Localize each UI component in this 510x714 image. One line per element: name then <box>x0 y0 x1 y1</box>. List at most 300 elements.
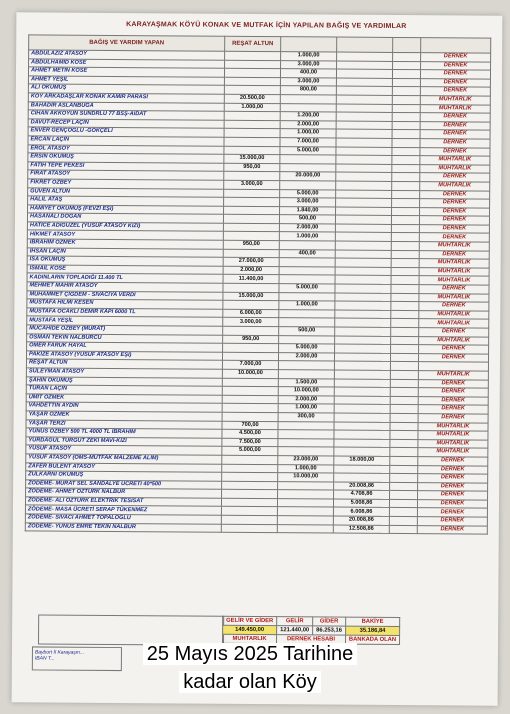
row-amount-b <box>278 438 334 447</box>
row-spacer <box>391 224 419 233</box>
row-amount-c <box>335 250 391 259</box>
row-amount-b: 10.000,00 <box>278 387 334 396</box>
row-tag: MUHTARLIK <box>419 242 489 251</box>
row-name: ZÖDEME- AHMET ÖZTÜRK NALBUR <box>26 488 222 498</box>
row-amount-a: 6.000,00 <box>223 309 279 318</box>
row-tag: DERNEK <box>418 491 488 500</box>
row-amount-b: 1.000,00 <box>281 52 337 61</box>
row-amount-c <box>335 267 391 276</box>
row-amount-a <box>223 215 279 224</box>
row-amount-a: 11.400,00 <box>223 275 279 284</box>
row-name: ERCAN LAÇİN <box>28 136 224 146</box>
row-name: HASANALİ DOĞAN <box>27 213 223 223</box>
row-amount-b: 2.000,00 <box>278 395 334 404</box>
row-amount-c <box>335 233 391 242</box>
row-amount-c <box>334 430 390 439</box>
row-amount-a <box>224 120 280 129</box>
row-spacer <box>390 448 418 457</box>
row-tag: DERNEK <box>418 474 488 483</box>
row-amount-c <box>336 95 392 104</box>
document-title: KARAYAŞMAK KÖYÜ KONAK VE MUTFAK İÇİN YAPILAN BAĞIŞ VE YARDIMLAR <box>126 21 407 31</box>
row-amount-c: 5.008,86 <box>333 499 389 508</box>
summary-header-income: GELİR <box>277 617 313 626</box>
row-spacer <box>392 130 420 139</box>
row-amount-b: 800,00 <box>280 86 336 95</box>
row-amount-b <box>278 370 334 379</box>
row-amount-b: 5.000,00 <box>280 189 336 198</box>
row-amount-c: 12.508,86 <box>333 525 389 534</box>
row-amount-c <box>336 181 392 190</box>
row-amount-a: 950,00 <box>223 240 279 249</box>
row-tag: DERNEK <box>420 78 490 87</box>
row-name: YUNUS ÖZBEY 500 TL 4000 TL İBRAHİM <box>26 428 222 438</box>
row-name: HAMİYET OKUMUŞ (FEVZİ EŞİ) <box>28 205 224 215</box>
row-name: ABDULAZİZ ATASOY <box>29 50 225 60</box>
row-amount-b: 2.000,00 <box>278 352 334 361</box>
bank-info-line2: IBAN T... <box>34 655 55 662</box>
row-amount-a <box>224 146 280 155</box>
row-amount-a <box>223 283 279 292</box>
row-amount-b: 1.000,00 <box>279 301 335 310</box>
row-tag: DERNEK <box>419 302 489 311</box>
row-spacer <box>390 491 418 500</box>
row-tag: DERNEK <box>418 405 488 414</box>
row-amount-b <box>279 318 335 327</box>
row-tag: DERNEK <box>420 130 490 139</box>
row-amount-b <box>279 335 335 344</box>
row-amount-c <box>334 396 390 405</box>
row-name: OSMAN TEKİN NALBURCU <box>27 333 223 343</box>
row-name: MUSTAFA YEŞİL <box>27 316 223 326</box>
row-amount-b <box>280 163 336 172</box>
row-amount-c <box>335 336 391 345</box>
row-amount-c <box>336 112 392 121</box>
row-name: FATİH TEPE PEKESİ <box>28 162 224 172</box>
row-amount-b: 1.000,00 <box>279 232 335 241</box>
row-amount-c <box>334 387 390 396</box>
row-amount-c <box>334 473 390 482</box>
row-amount-c <box>335 318 391 327</box>
row-amount-c <box>335 224 391 233</box>
row-amount-b: 1.840,00 <box>280 206 336 215</box>
row-amount-a <box>224 172 280 181</box>
row-tag: MUHTARLIK <box>420 96 490 105</box>
row-name: ALİ OKUMUŞ <box>28 84 224 94</box>
row-spacer <box>391 284 419 293</box>
row-spacer <box>390 439 418 448</box>
row-amount-a <box>222 455 278 464</box>
row-amount-b: 1.500,00 <box>278 378 334 387</box>
row-spacer <box>392 156 420 165</box>
row-amount-a <box>224 68 280 77</box>
row-name: DAVUT-RECEP LAÇİN <box>28 119 224 129</box>
column-header-amount: REŞAT ALTUN <box>225 36 281 51</box>
row-tag: DERNEK <box>420 147 490 156</box>
row-name: MUSTAFA HİLMİ KESEN <box>27 299 223 309</box>
row-amount-c <box>335 310 391 319</box>
row-name: HALİL ATAŞ <box>28 196 224 206</box>
row-amount-c <box>336 69 392 78</box>
row-amount-c: 4.708,86 <box>334 490 390 499</box>
row-tag: DERNEK <box>420 87 490 96</box>
row-name: EROL ATASOY <box>28 144 224 154</box>
row-tag: DERNEK <box>419 345 489 354</box>
row-name: ÖMER FARUK HAYAL <box>27 342 223 352</box>
row-name: FIRAT ATASOY <box>28 170 224 180</box>
row-spacer <box>390 353 418 362</box>
row-tag: MUHTARLIK <box>419 310 489 319</box>
row-spacer <box>391 216 419 225</box>
row-spacer <box>390 456 418 465</box>
row-tag: DERNEK <box>417 525 487 534</box>
row-amount-c <box>336 147 392 156</box>
row-tag: DERNEK <box>419 250 489 259</box>
row-name: ERSİN OKUMUŞ <box>28 153 224 163</box>
row-name: ZÜLKARNİ OKUMUŞ <box>26 471 222 481</box>
row-name: YAŞAR ÖZMEK <box>26 411 222 421</box>
row-tag: MUHTARLIK <box>419 276 489 285</box>
row-name: ŞAHİN OKUMUŞ <box>26 376 222 386</box>
row-amount-b <box>280 181 336 190</box>
row-amount-b <box>279 309 335 318</box>
row-spacer <box>390 413 418 422</box>
row-amount-b: 10.000,00 <box>278 473 334 482</box>
row-spacer <box>392 207 420 216</box>
row-amount-b: 500,00 <box>279 327 335 336</box>
row-spacer <box>392 70 420 79</box>
row-amount-a: 2.000,00 <box>223 266 279 275</box>
summary-header-total: GELİR VE GİDER <box>223 616 277 625</box>
summary-footer-dernek: DERNEK HESABI <box>277 635 346 644</box>
row-amount-c <box>334 379 390 388</box>
row-amount-a <box>223 232 279 241</box>
row-amount-b <box>278 361 334 370</box>
summary-header-expense: GİDER <box>313 617 346 626</box>
row-amount-b: 5.000,00 <box>279 344 335 353</box>
row-amount-c <box>335 215 391 224</box>
row-amount-c: 18.000,00 <box>334 456 390 465</box>
row-spacer <box>392 164 420 173</box>
row-amount-c <box>336 155 392 164</box>
row-amount-c <box>334 439 390 448</box>
row-amount-b <box>278 490 334 499</box>
row-name: YURDAGÜL TURGUT ZEKİ MAVİ-KIZI <box>26 437 222 447</box>
row-amount-a: 700,00 <box>222 421 278 430</box>
row-amount-b <box>280 103 336 112</box>
row-amount-a: 27.000,00 <box>223 258 279 267</box>
row-amount-c <box>335 327 391 336</box>
row-name: İSMAİL KÖSE <box>27 265 223 275</box>
row-spacer <box>389 516 417 525</box>
row-amount-a: 950,00 <box>224 163 280 172</box>
row-tag: DERNEK <box>418 353 488 362</box>
bank-info-line1: Bayburt İl Karayaşm... <box>34 649 85 656</box>
row-tag: DERNEK <box>419 328 489 337</box>
row-amount-a <box>222 412 278 421</box>
row-amount-b <box>280 95 336 104</box>
row-tag: DERNEK <box>417 517 487 526</box>
row-amount-a <box>224 86 280 95</box>
row-spacer <box>392 87 420 96</box>
row-spacer <box>391 267 419 276</box>
row-spacer <box>392 78 420 87</box>
row-amount-c <box>337 52 393 61</box>
row-amount-a <box>225 51 281 60</box>
row-amount-c <box>336 129 392 138</box>
row-name: CİHAN AKKOYUN SÜNDRLÜ 77 BSŞ-AİDAT <box>28 110 224 120</box>
row-amount-c <box>336 86 392 95</box>
row-spacer <box>391 276 419 285</box>
row-amount-c: 6.008,86 <box>333 508 389 517</box>
row-amount-b: 5.000,00 <box>280 146 336 155</box>
row-tag: DERNEK <box>418 482 488 491</box>
row-amount-a: 4.500,00 <box>222 429 278 438</box>
row-amount-b <box>279 292 335 301</box>
row-spacer <box>391 310 419 319</box>
row-spacer <box>391 233 419 242</box>
row-amount-b <box>278 430 334 439</box>
row-tag: MUHTARLIK <box>418 422 488 431</box>
row-amount-a <box>222 395 278 404</box>
row-amount-b <box>279 241 335 250</box>
row-tag: DERNEK <box>420 139 490 148</box>
row-name: ABDULHAMİD KÖSE <box>29 58 225 68</box>
row-spacer <box>391 293 419 302</box>
row-amount-b <box>279 266 335 275</box>
row-amount-a <box>223 223 279 232</box>
row-amount-b <box>278 481 334 490</box>
row-spacer <box>391 336 419 345</box>
row-spacer <box>391 259 419 268</box>
summary-balance-value: 35.186,84 <box>345 626 399 635</box>
row-amount-c <box>336 207 392 216</box>
row-spacer <box>390 379 418 388</box>
row-amount-b: 1.000,00 <box>280 129 336 138</box>
row-amount-c <box>335 344 391 353</box>
row-spacer <box>392 190 420 199</box>
row-amount-a <box>224 129 280 138</box>
row-name: YUSUF ATASOY <box>26 445 222 455</box>
caption-overlay <box>100 640 400 696</box>
row-amount-b: 3.000,00 <box>281 60 337 69</box>
row-amount-b <box>278 447 334 456</box>
row-name: AHMET METİN KÖSE <box>28 67 224 77</box>
row-amount-c <box>334 370 390 379</box>
row-tag: DERNEK <box>418 379 488 388</box>
row-spacer <box>393 61 421 70</box>
row-spacer <box>391 241 419 250</box>
summary-income-value: 121.440,00 <box>277 626 313 635</box>
row-amount-c <box>336 121 392 130</box>
row-amount-c <box>336 164 392 173</box>
summary-footer-bank: BANKADA OLAN <box>345 635 399 644</box>
row-amount-a <box>222 404 278 413</box>
row-name: MEHMET MAHİR ATASOY <box>27 282 223 292</box>
row-tag: DERNEK <box>418 457 488 466</box>
row-amount-a <box>221 515 277 524</box>
row-amount-b: 1.000,00 <box>278 464 334 473</box>
row-name: ZAFER BÜLENT ATASOY <box>26 462 222 472</box>
row-amount-c: 20.008,86 <box>333 516 389 525</box>
row-tag: DERNEK <box>420 207 490 216</box>
row-amount-a: 20.500,00 <box>224 94 280 103</box>
row-amount-b: 7.000,00 <box>280 138 336 147</box>
row-spacer <box>392 138 420 147</box>
row-spacer <box>390 362 418 371</box>
row-name: ZÖDEME- ALİ ÖZTÜRK ELEKTRİK TESİSAT <box>25 497 221 507</box>
column-header-name: BAĞIŞ VE YARDIM YAPAN <box>29 35 225 51</box>
row-name: MUSTAFA OCAKLI DEMİR KAPI 6000 TL <box>27 308 223 318</box>
row-amount-c <box>335 284 391 293</box>
row-spacer <box>392 104 420 113</box>
row-amount-c <box>336 198 392 207</box>
row-name: BAHADIR ASLANBUĞA <box>28 101 224 111</box>
row-amount-b <box>279 275 335 284</box>
row-tag: MUHTARLIK <box>420 164 490 173</box>
row-amount-a <box>222 352 278 361</box>
row-amount-a: 5.000,00 <box>222 447 278 456</box>
row-amount-c <box>336 138 392 147</box>
row-tag: MUHTARLIK <box>418 431 488 440</box>
row-tag: DERNEK <box>420 70 490 79</box>
summary-total-value: 149.450,00 <box>223 625 277 634</box>
row-name: ENVER GENÇOĞLU -GÖKÇELİ <box>28 127 224 137</box>
row-amount-a <box>224 137 280 146</box>
row-spacer <box>392 173 420 182</box>
row-spacer <box>391 327 419 336</box>
row-spacer <box>390 405 418 414</box>
row-amount-a <box>223 343 279 352</box>
row-name: MUHAMMET ÇİĞDEM - SİVACIYA VERDİ <box>27 291 223 301</box>
row-name: HATİCE ADIGÜZEL (YUSUF ATASOY KIZI) <box>27 222 223 232</box>
row-tag: DERNEK <box>421 61 491 70</box>
row-name: ZÖDEME- SIVACI AHMET TOPALOĞLU <box>25 514 221 524</box>
row-spacer <box>390 370 418 379</box>
row-amount-b: 5.000,00 <box>279 284 335 293</box>
row-tag: DERNEK <box>417 508 487 517</box>
row-spacer <box>390 396 418 405</box>
row-amount-a: 10.000,00 <box>222 369 278 378</box>
row-name: MÜCAHİDE ÖZBEY (MURAT) <box>27 325 223 335</box>
row-amount-c <box>336 190 392 199</box>
row-amount-b: 1.200,00 <box>280 112 336 121</box>
row-amount-b: 20.000,00 <box>280 172 336 181</box>
caption-line-2: kadar olan Köy <box>179 671 320 693</box>
donation-table <box>25 34 491 534</box>
document-page <box>12 12 503 705</box>
row-spacer <box>392 181 420 190</box>
row-amount-a: 15.000,00 <box>223 292 279 301</box>
row-spacer <box>392 113 420 122</box>
row-amount-c <box>334 413 390 422</box>
row-amount-a <box>225 60 281 69</box>
row-amount-a <box>222 481 278 490</box>
row-spacer <box>392 121 420 130</box>
row-amount-a: 3.000,00 <box>223 318 279 327</box>
summary-footer-muhtarlik: MUHTARLIK <box>223 634 277 643</box>
row-tag: DERNEK <box>418 465 488 474</box>
row-name: KÖY ARKADAŞLAR KONAK KAMIR PARASI <box>28 93 224 103</box>
row-tag: DERNEK <box>419 233 489 242</box>
row-amount-a <box>221 507 277 516</box>
row-name: FİKRET ÖZBEY <box>28 179 224 189</box>
row-name: İHSAN LAÇİN <box>27 248 223 258</box>
row-spacer <box>390 388 418 397</box>
row-amount-a: 950,00 <box>223 335 279 344</box>
row-amount-c <box>334 404 390 413</box>
row-amount-b: 300,00 <box>278 413 334 422</box>
row-tag: MUHTARLIK <box>420 104 490 113</box>
row-amount-b <box>277 499 333 508</box>
row-amount-b: 500,00 <box>279 215 335 224</box>
row-spacer <box>390 431 418 440</box>
row-amount-c <box>334 361 390 370</box>
row-name: ZÖDEME- MASA ÜCRETİ SERAP TÜKENMEZ <box>25 505 221 515</box>
row-amount-c <box>335 293 391 302</box>
row-name: ÜMİT ÖZMEK <box>26 394 222 404</box>
row-amount-a <box>224 111 280 120</box>
row-tag: DERNEK <box>419 285 489 294</box>
row-tag: DERNEK <box>418 396 488 405</box>
row-tag: DERNEK <box>419 225 489 234</box>
row-tag: MUHTARLIK <box>418 371 488 380</box>
row-amount-c: 20.008,86 <box>334 482 390 491</box>
row-spacer <box>391 302 419 311</box>
summary-expense-value: 86.253,16 <box>313 626 346 635</box>
row-amount-a <box>223 249 279 258</box>
row-spacer <box>389 525 417 534</box>
row-tag: DERNEK <box>418 414 488 423</box>
row-name: HİKMET ATASOY <box>27 230 223 240</box>
row-spacer <box>393 52 421 61</box>
row-amount-c <box>334 353 390 362</box>
row-spacer <box>391 319 419 328</box>
row-spacer <box>390 422 418 431</box>
row-tag: DERNEK <box>420 173 490 182</box>
row-tag: DERNEK <box>420 113 490 122</box>
row-amount-a <box>223 326 279 335</box>
row-amount-c <box>336 104 392 113</box>
row-amount-b: 3.000,00 <box>280 198 336 207</box>
row-amount-b <box>280 155 336 164</box>
row-name: İBRAHİM ÖZMEK <box>27 239 223 249</box>
row-tag: DERNEK <box>421 53 491 62</box>
row-spacer <box>389 508 417 517</box>
table-body <box>25 50 490 534</box>
row-amount-a <box>222 378 278 387</box>
row-amount-c <box>336 78 392 87</box>
row-amount-a <box>222 472 278 481</box>
row-amount-c <box>334 422 390 431</box>
row-amount-a: 3.000,00 <box>224 180 280 189</box>
row-tag: MUHTARLIK <box>420 156 490 165</box>
row-name: VAHDETTİN AYDIN <box>26 402 222 412</box>
row-amount-a: 1.000,00 <box>224 103 280 112</box>
row-spacer <box>390 474 418 483</box>
row-amount-a <box>222 386 278 395</box>
row-name: ZÖDEME- YUNUS EMRE TEKİN NALBUR <box>25 523 221 533</box>
row-amount-c <box>334 447 390 456</box>
row-amount-b: 2.000,00 <box>280 120 336 129</box>
row-tag: DERNEK <box>419 216 489 225</box>
row-amount-a <box>221 524 277 533</box>
row-tag: MUHTARLIK <box>419 267 489 276</box>
table-row <box>25 523 487 535</box>
row-tag: DERNEK <box>418 388 488 397</box>
row-tag: MUHTARLIK <box>418 448 488 457</box>
row-spacer <box>392 199 420 208</box>
row-spacer <box>389 499 417 508</box>
